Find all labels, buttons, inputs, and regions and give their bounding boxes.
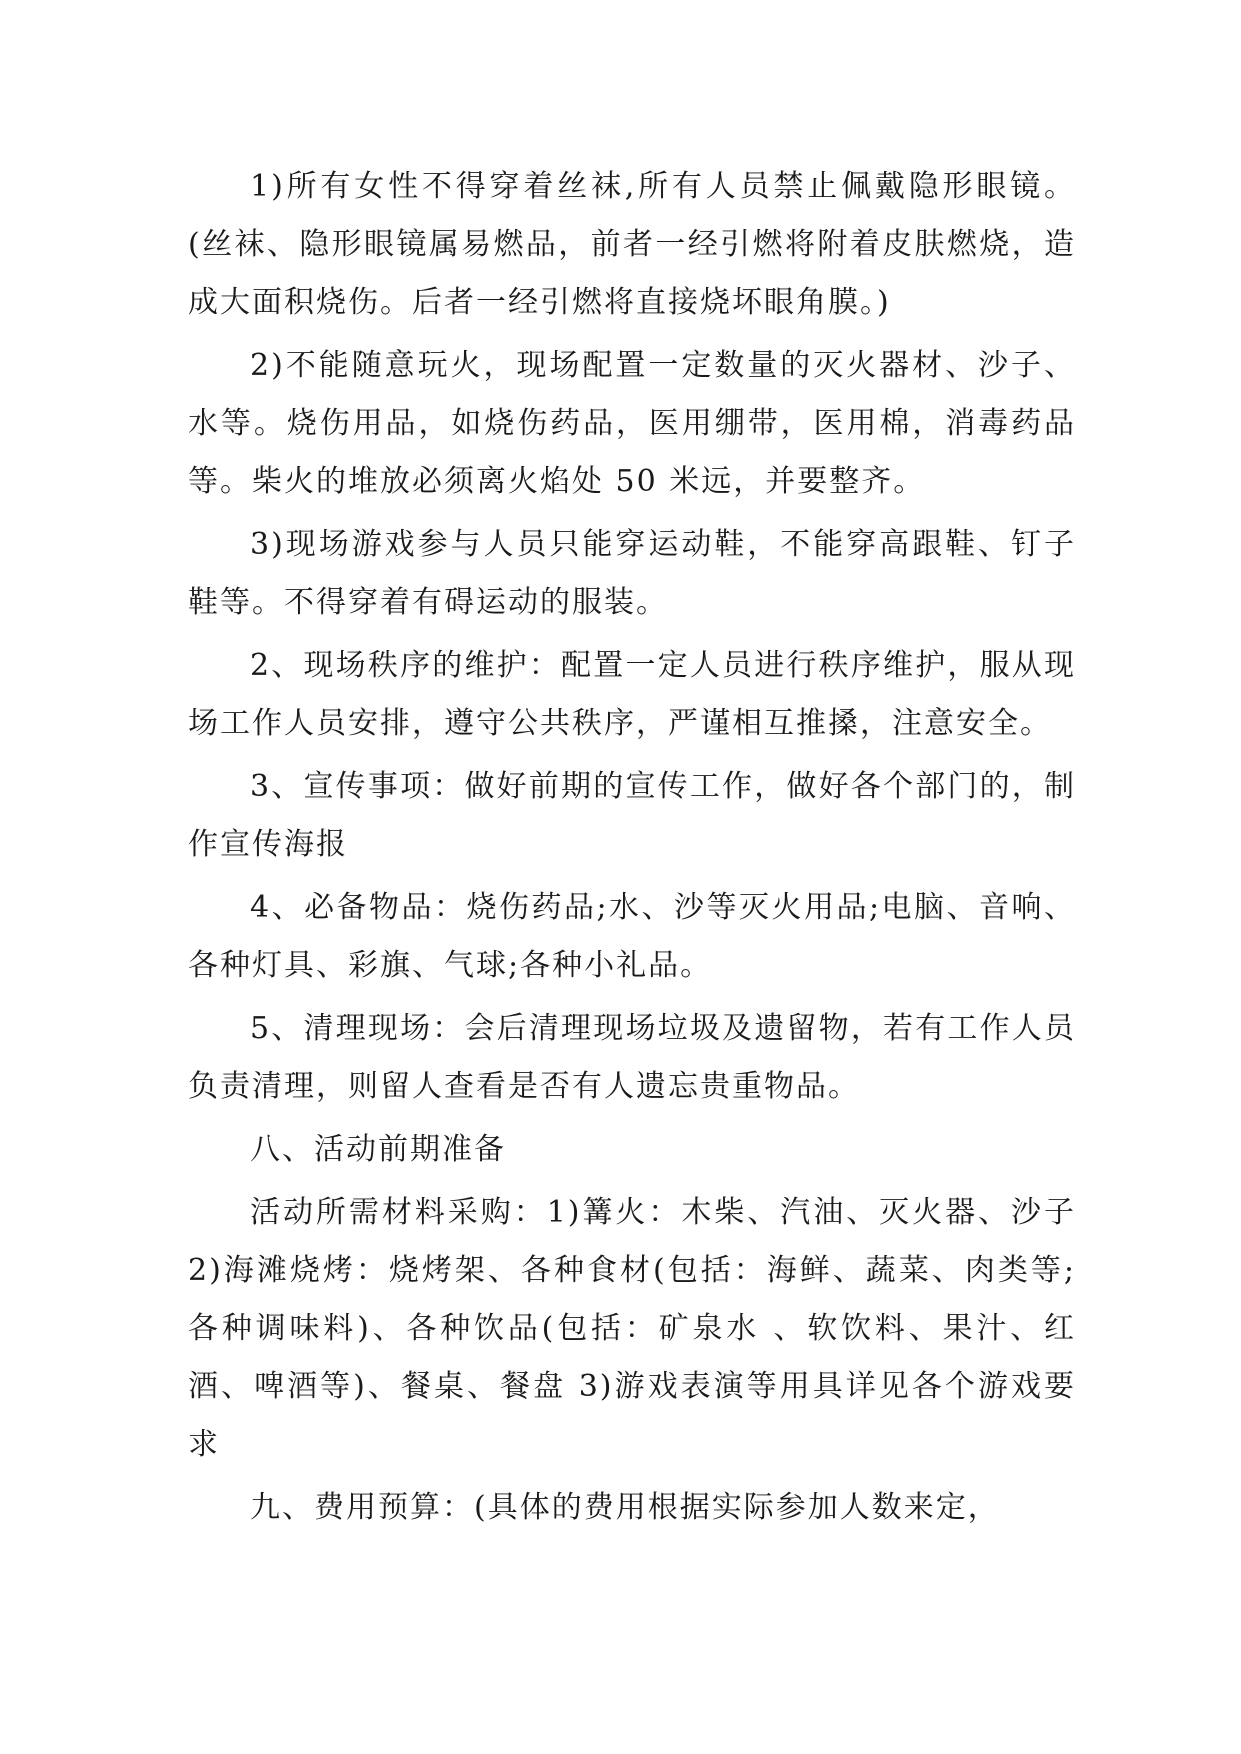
paragraph-essentials: 4、必备物品：烧伤药品;水、沙等灭火用品;电脑、音响、各种灯具、彩旗、气球;各种小礼品。 [188, 890, 1076, 983]
section-heading-budget: 九、费用预算：(具体的费用根据实际参加人数来定， [250, 1490, 1000, 1525]
paragraph-fire-safety: 2)不能随意玩火，现场配置一定数量的灭火器材、沙子、水等。烧伤用品，如烧伤药品，医用绷带，医用棉，消毒药品等。柴火的堆放必须离火焰处 50 米远，并要整齐。 [188, 348, 1076, 499]
paragraph-order-maintenance: 2、现场秩序的维护：配置一定人员进行秩序维护，服从现场工作人员安排，遵守公共秩序，严谨相互推搡，注意安全。 [188, 648, 1076, 741]
paragraph-publicity: 3、宣传事项：做好前期的宣传工作，做好各个部门的，制作宣传海报 [188, 769, 1076, 862]
document-body [188, 158, 1076, 1537]
section-heading-preparation: 八、活动前期准备 [250, 1132, 506, 1167]
paragraph-materials: 活动所需材料采购：1)篝火：木柴、汽油、灭火器、沙子 2)海滩烧烤：烧烤架、各种食材(包括：海鲜、蔬菜、肉类等;各种调味料)、各种饮品(包括：矿泉水 、软饮料、果汁、红酒、啤酒等)、餐桌、餐盘 3)游戏表演等用具详见各个游戏要求 [188, 1195, 1076, 1462]
paragraph-cleanup: 5、清理现场：会后清理现场垃圾及遗留物，若有工作人员负责清理，则留人查看是否有人遗忘贵重物品。 [188, 1011, 1076, 1104]
paragraph-no-stockings: 1)所有女性不得穿着丝袜,所有人员禁止佩戴隐形眼镜。(丝袜、隐形眼镜属易燃品，前者一经引燃将附着皮肤燃烧，造成大面积烧伤。后者一经引燃将直接烧坏眼角膜。) [188, 169, 1076, 320]
paragraph-footwear: 3)现场游戏参与人员只能穿运动鞋，不能穿高跟鞋、钉子 鞋等。不得穿着有碍运动的服装。 [188, 527, 1076, 620]
